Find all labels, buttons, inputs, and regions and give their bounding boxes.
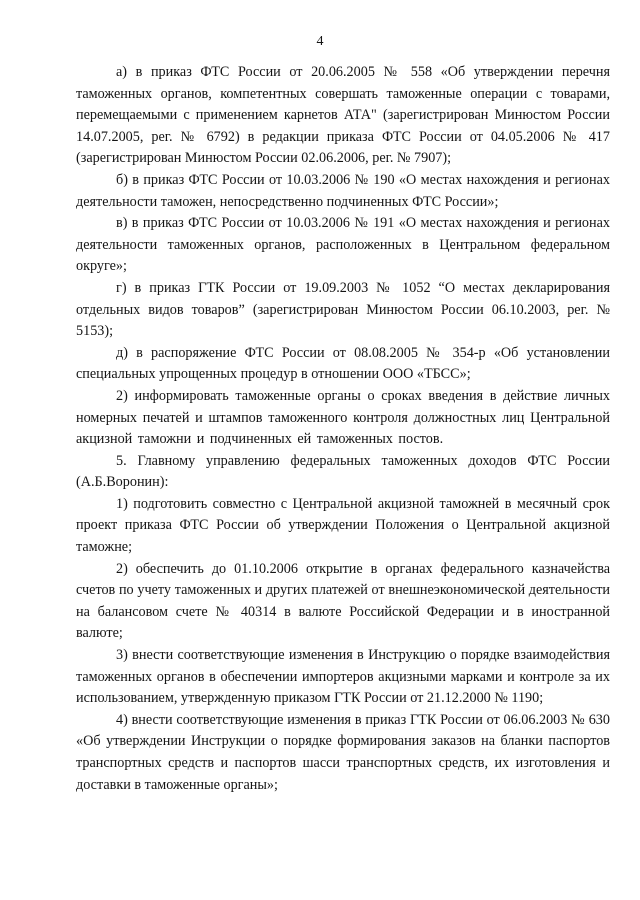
- paragraph-item-b: б) в приказ ФТС России от 10.03.2006 № 190 «О местах нахождения и регионах деятельности таможен, непосредственно подчиненных ФТС России»;: [76, 171, 610, 210]
- paragraph-item-4-order: 4) внести соответствующие изменения в приказ ГТК России от 06.06.2003 № 630 «Об утверждении Инструкции о порядке формирования заказов на бланки паспортов транспортных средств и паспортов шасси транспортных средств, их изготовления и доставки в таможенные органы»;: [76, 711, 610, 793]
- paragraph-item-2-inform: 2) информировать таможенные органы о сроках введения в действие личных номерных печатей и штампов таможенного контроля должностных лиц Центральной акцизной таможни и подчиненных ей таможенных постов.: [76, 387, 610, 448]
- paragraph-section-5: 5. Главному управлению федеральных таможенных доходов ФТС России (А.Б.Воронин):: [76, 452, 610, 491]
- paragraph-item-d: д) в распоряжение ФТС России от 08.08.2005 № 354-р «Об установлении специальных упрощенных процедур в отношении ООО «ТБСС»;: [76, 344, 610, 383]
- paragraph-item-g: г) в приказ ГТК России от 19.09.2003 № 1052 “О местах декларирования отдельных видов товаров” (зарегистрирован Минюстом России 06.10.2003, рег. № 5153);: [76, 279, 610, 340]
- paragraph-item-3-instruction: 3) внести соответствующие изменения в Инструкцию о порядке взаимодействия таможенных органов в обеспечении импортеров акцизными марками и контроле за их использованием, утвержденную приказом ГТК России от 21.12.2000 № 1190;: [76, 647, 610, 707]
- paragraph-item-2-accounts: 2) обеспечить до 01.10.2006 открытие в органах федерального казначейства счетов по учету таможенных и других платежей от внешнеэкономической деятельности на балансовом счете № 40314 в валюте Российской Федерации и в иностранной валюте;: [76, 560, 610, 642]
- page-number: 4: [316, 34, 324, 49]
- paragraph-item-v: в) в приказ ФТС России от 10.03.2006 № 191 «О местах нахождения и регионах деятельности таможенных органов, расположенных в Центральном федеральном округе»;: [76, 215, 610, 275]
- document-body: [76, 62, 610, 796]
- paragraph-item-1-prepare: 1) подготовить совместно с Центральной акцизной таможней в месячный срок проект приказа ФТС России об утверждении Положения о Центральной акцизной таможне;: [76, 495, 610, 556]
- paragraph-item-a: а) в приказ ФТС России от 20.06.2005 № 558 «Об утверждении перечня таможенных органов, компетентных совершать таможенные операции с товарами, перемещаемыми с применением карнетов АТА" (зарегистрирован Минюстом России 14.07.2005, рег. № 6792) в редакции приказа ФТС России от 04.05.2006 № 417 (зарегистрирован Минюстом России 02.06.2006, рег. № 7907);: [76, 64, 610, 167]
